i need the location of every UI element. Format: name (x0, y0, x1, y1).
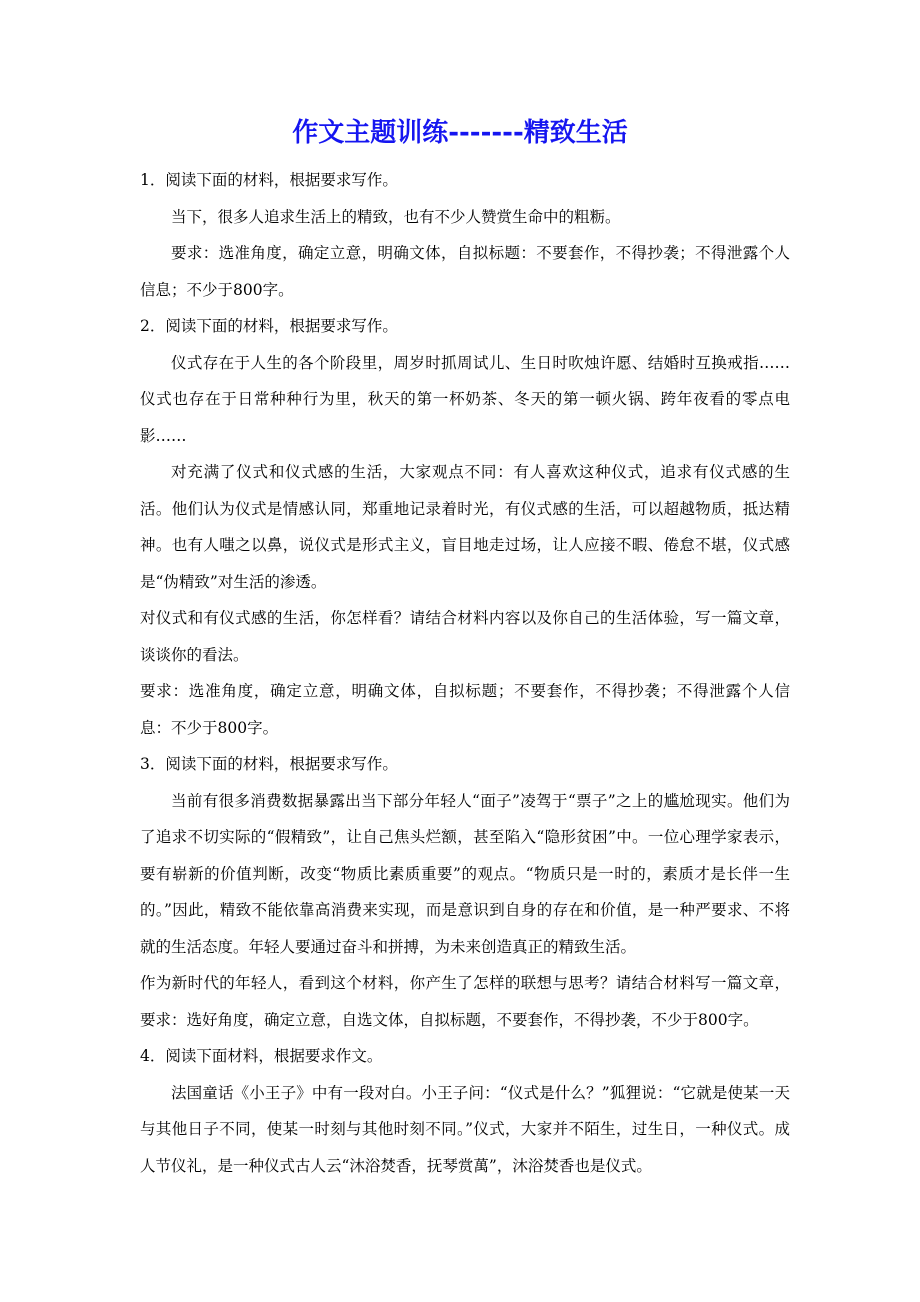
question-2-requirement: 要求：选准角度，确定立意，明确文体，自拟标题；不要套作，不得抄袭；不得泄露个人信息：不少于800字。 (140, 682, 790, 737)
question-3-heading: 3．阅读下面的材料，根据要求写作。 (140, 755, 398, 773)
question-1-heading: 1．阅读下面的材料，根据要求写作。 (140, 171, 398, 189)
question-2-heading: 2．阅读下面的材料，根据要求写作。 (140, 317, 398, 335)
question-2-prompt: 对仪式和有仪式感的生活，你怎样看？请结合材料内容以及你自己的生活体验，写一篇文章，谈谈你的看法。 (140, 609, 790, 664)
question-2-material-2: 对充满了仪式和仪式感的生活，大家观点不同：有人喜欢这种仪式，追求有仪式感的生活。他们认为仪式是情感认同，郑重地记录着时光，有仪式感的生活，可以超越物质，抵达精神。也有人嗤之以鼻，说仪式是形式主义，盲目地走过场，让人应接不暇、倦怠不堪，仪式感是“伪精致”对生活的渗透。 (140, 463, 790, 591)
question-4-material: 法国童话《小王子》中有一段对白。小王子问：“仪式是什么？”狐狸说：“它就是使某一天与其他日子不同，使某一时刻与其他时刻不同。”仪式，大家并不陌生，过生日，一种仪式。成人节仪礼，是一种仪式古人云“沐浴焚香，抚琴赏萬”，沐浴焚香也是仪式。 (140, 1083, 790, 1175)
document-body (140, 162, 790, 1184)
page-title: 作文主题训练-------精致生活 (292, 118, 628, 148)
question-2-material-1: 仪式存在于人生的各个阶段里，周岁时抓周试儿、生日时吹烛许愿、结婚时互换戒指……仪式也存在于日常种种行为里，秋天的第一杯奶茶、冬天的第一顿火锅、跨年夜看的零点电影…… (140, 353, 790, 445)
question-4-heading: 4．阅读下面材料，根据要求作文。 (140, 1047, 383, 1065)
question-3-prompt: 作为新时代的年轻人，看到这个材料，你产生了怎样的联想与思考？请结合材料写一篇文章，要求：选好角度，确定立意，自选文体，自拟标题，不要套作，不得抄袭，不少于800字。 (140, 974, 790, 1029)
question-1-material: 当下，很多人追求生活上的精致，也有不少人赞赏生命中的粗粝。 (171, 207, 621, 226)
question-1-requirement: 要求：选准角度，确定立意，明确文体，自拟标题：不要套作，不得抄袭；不得泄露个人信息；不少于800字。 (140, 244, 790, 299)
question-3-material: 当前有很多消费数据暴露出当下部分年轻人“面子”凌驾于“票子”之上的尴尬现实。他们为了追求不切实际的“假精致”，让自己焦头烂额，甚至陷入“隐形贫困”中。一位心理学家表示，要有崭新的价值判断，改变“物质比素质重要”的观点。“物质只是一时的，素质才是长伴一生的。”因此，精致不能依靠高消费来实现，而是意识到自身的存在和价值，是一种严要求、不将就的生活态度。年轻人要通过奋斗和拼搏，为未来创造真正的精致生活。 (140, 791, 790, 956)
